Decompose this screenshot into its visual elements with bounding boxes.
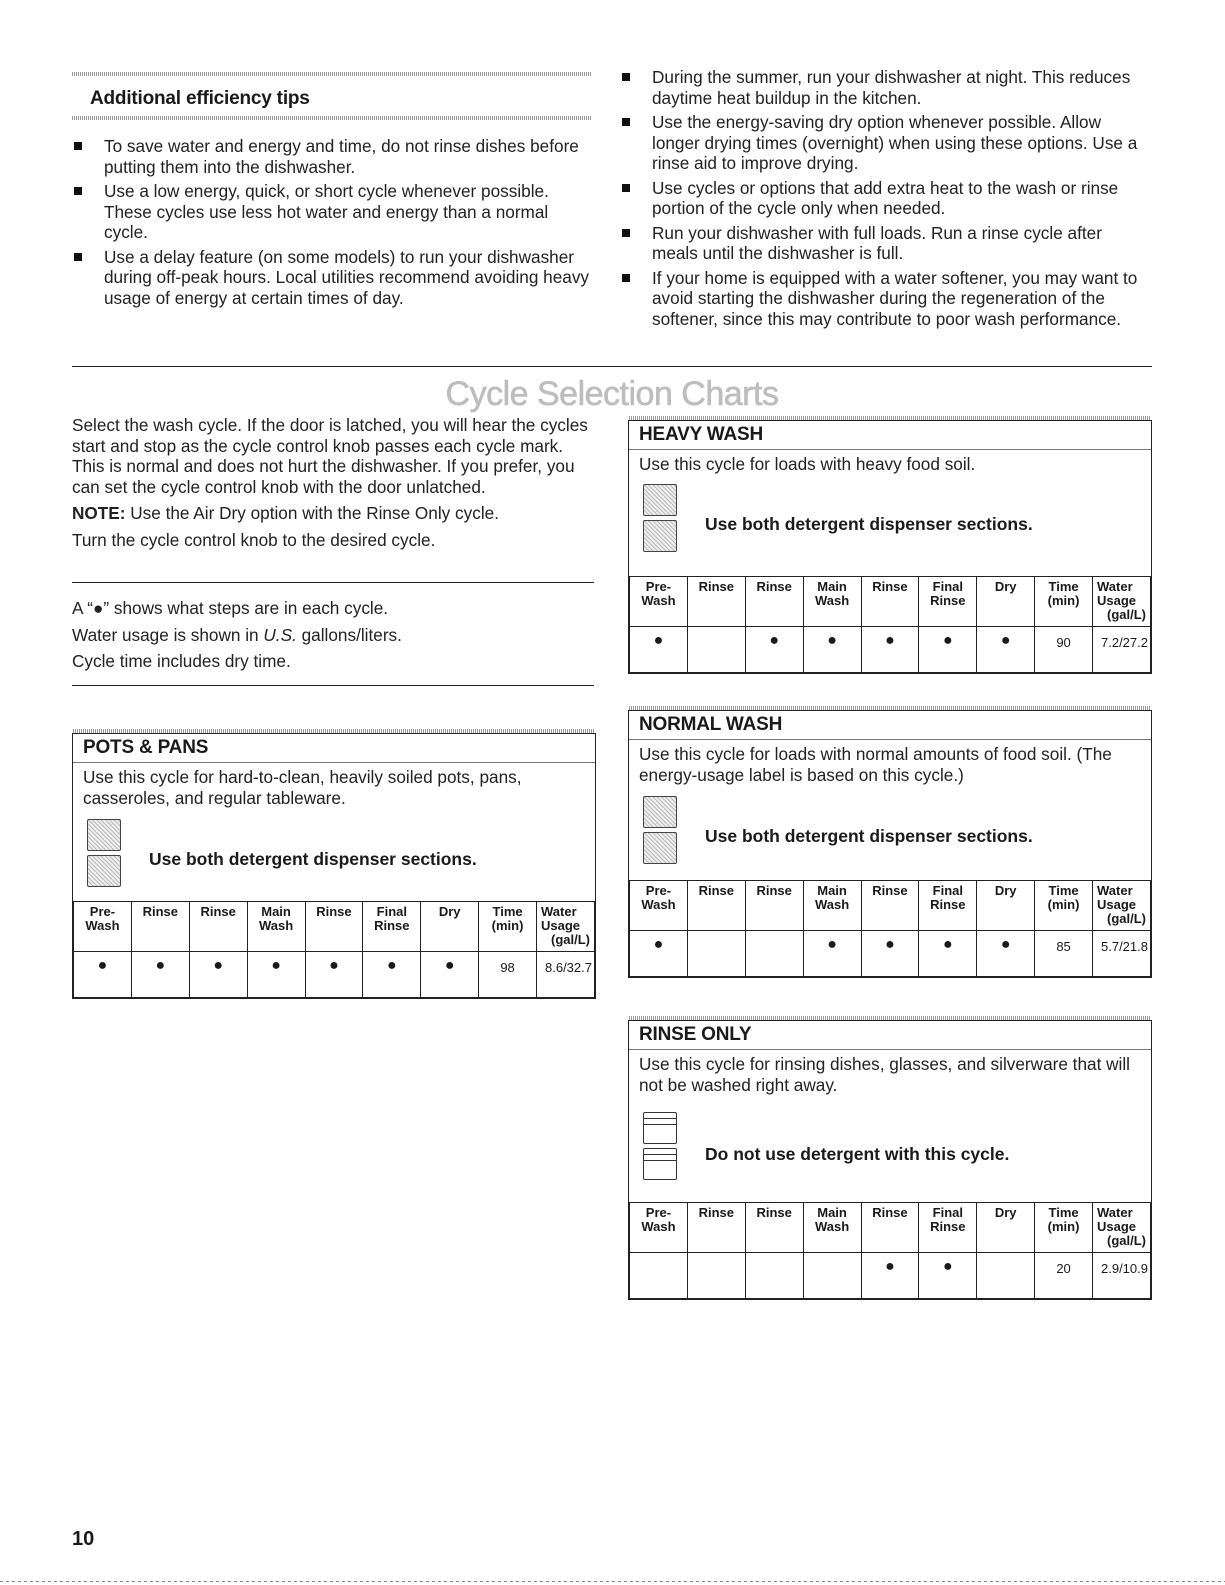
col-main-wash: Main Wash	[803, 577, 861, 627]
detergent-instruction: Do not use detergent with this cycle.	[705, 1144, 1010, 1164]
col-water: Water Usage (gal/L)	[1093, 1203, 1151, 1253]
col-rinse-2: Rinse	[745, 881, 803, 931]
detergent-both-icon	[87, 819, 123, 891]
intro-note	[72, 503, 592, 524]
cycle-header	[629, 421, 1151, 450]
table-row: ● ● ● ● ● ● ● 98 8.6/32.7	[74, 952, 595, 998]
table-row: ● ● ● ● ● ● 90 7.2/27.2	[630, 627, 1151, 673]
water-usage: 8.6/32.7	[537, 952, 595, 998]
cycle-description: Use this cycle for rinsing dishes, glasses, and silverware that will not be washed right away.	[639, 1054, 1130, 1095]
bullet-square-icon	[622, 73, 630, 81]
cycle-pots-pans	[72, 733, 596, 999]
tips-left-column	[72, 72, 592, 312]
cycle-name: RINSE ONLY	[639, 1024, 752, 1045]
page-bottom-rule	[0, 1581, 1225, 1582]
bullet-square-icon	[622, 274, 630, 282]
detergent-both-icon	[643, 796, 679, 868]
tips-right-list	[620, 67, 1150, 329]
legend-dot-note: A “●” shows what steps are in each cycle.	[72, 598, 389, 618]
col-prewash: Pre- Wash	[630, 1203, 688, 1253]
cycle-description: Use this cycle for loads with heavy food soil.	[639, 454, 976, 474]
cycle-steps-table	[629, 576, 1151, 673]
col-rinse-3: Rinse	[861, 881, 919, 931]
section-divider	[72, 366, 1152, 367]
legend-text	[72, 598, 592, 678]
bullet-square-icon	[74, 142, 82, 150]
intro-instruction: Turn the cycle control knob to the desired cycle.	[72, 529, 436, 550]
tips-title: Additional efficiency tips	[90, 88, 310, 109]
cycle-name: POTS & PANS	[83, 737, 209, 758]
table-row: ● ● ● ● ● 85 5.7/21.8	[630, 931, 1151, 977]
header-hatch	[629, 706, 1151, 710]
col-rinse-2: Rinse	[189, 902, 247, 952]
col-rinse-1: Rinse	[687, 577, 745, 627]
cycle-steps-table	[629, 1202, 1151, 1299]
detergent-instruction: Use both detergent dispenser sections.	[705, 514, 1033, 534]
bullet-square-icon	[622, 184, 630, 192]
water-usage: 5.7/21.8	[1093, 931, 1151, 977]
col-rinse-1: Rinse	[687, 881, 745, 931]
note-text: Use the Air Dry option with the Rinse Only cycle.	[125, 503, 499, 523]
header-hatch	[629, 416, 1151, 420]
cycle-header	[629, 1021, 1151, 1050]
col-dry: Dry	[977, 577, 1035, 627]
page-number: 10	[72, 1528, 95, 1550]
tips-title-rule-bottom	[72, 116, 592, 120]
tips-left-list	[72, 136, 592, 308]
col-dry: Dry	[977, 1203, 1035, 1253]
table-header-row	[74, 902, 595, 952]
tips-right-column	[620, 67, 1150, 333]
intro-divider-top	[72, 582, 594, 583]
list-item: During the summer, run your dishwasher at night. This reduces daytime heat buildup in the kitchen.	[620, 67, 1150, 108]
col-water: Water Usage (gal/L)	[1093, 881, 1151, 931]
list-item: If your home is equipped with a water softener, you may want to avoid starting the dishwasher during the regeneration of the softener, since this may contribute to poor wash performance.	[620, 268, 1150, 330]
cycle-steps-table	[73, 901, 595, 998]
cycle-time: 85	[1035, 931, 1093, 977]
col-prewash: Pre- Wash	[74, 902, 132, 952]
cycle-steps-table	[629, 880, 1151, 977]
list-item: Use cycles or options that add extra heat to the wash or rinse portion of the cycle only when needed.	[620, 178, 1150, 219]
col-time: Time (min)	[1035, 577, 1093, 627]
col-prewash: Pre- Wash	[630, 577, 688, 627]
col-water: Water Usage (gal/L)	[537, 902, 595, 952]
col-main-wash: Main Wash	[803, 1203, 861, 1253]
detergent-row	[73, 813, 595, 901]
legend-time-note: Cycle time includes dry time.	[72, 651, 291, 671]
section-title-wrap	[72, 375, 1152, 414]
col-time: Time (min)	[1035, 881, 1093, 931]
cycle-time: 90	[1035, 627, 1093, 673]
list-item: Run your dishwasher with full loads. Run a rinse cycle after meals until the dishwasher is full.	[620, 223, 1150, 264]
legend-water-note: Water usage is shown in U.S. gallons/liters.	[72, 624, 402, 645]
cycle-heavy-wash	[628, 420, 1152, 674]
col-final-rinse: Final Rinse	[919, 577, 977, 627]
col-time: Time (min)	[1035, 1203, 1093, 1253]
detergent-instruction: Use both detergent dispenser sections.	[149, 849, 477, 869]
col-rinse-1: Rinse	[131, 902, 189, 952]
col-main-wash: Main Wash	[247, 902, 305, 952]
note-label: NOTE:	[72, 503, 126, 523]
table-row: ● ● 20 2.9/10.9	[630, 1253, 1151, 1299]
header-hatch	[629, 1016, 1151, 1020]
cycle-time: 98	[479, 952, 537, 998]
col-time: Time (min)	[479, 902, 537, 952]
cycle-description: Use this cycle for loads with normal amounts of food soil. (The energy-usage label is based on this cycle.)	[639, 744, 1112, 785]
cycle-normal-wash	[628, 710, 1152, 978]
bullet-square-icon	[622, 229, 630, 237]
col-final-rinse: Final Rinse	[919, 881, 977, 931]
bullet-square-icon	[74, 187, 82, 195]
detergent-row	[629, 1100, 1151, 1202]
cycle-header	[629, 711, 1151, 740]
intro-divider-bottom	[72, 685, 594, 686]
list-item: Use the energy-saving dry option whenever possible. Allow longer drying times (overnight) when using these options. Use a rinse aid to improve drying.	[620, 112, 1150, 174]
detergent-instruction: Use both detergent dispenser sections.	[705, 826, 1033, 846]
water-usage: 7.2/27.2	[1093, 627, 1151, 673]
header-hatch	[73, 729, 595, 733]
table-header-row	[630, 577, 1151, 627]
cycle-header	[73, 734, 595, 763]
col-final-rinse: Final Rinse	[363, 902, 421, 952]
col-prewash: Pre- Wash	[630, 881, 688, 931]
bullet-square-icon	[74, 253, 82, 261]
col-final-rinse: Final Rinse	[919, 1203, 977, 1253]
col-dry: Dry	[421, 902, 479, 952]
detergent-row	[629, 478, 1151, 576]
table-header-row	[630, 1203, 1151, 1253]
col-rinse-3: Rinse	[861, 1203, 919, 1253]
intro-text	[72, 415, 592, 556]
col-rinse-1: Rinse	[687, 1203, 745, 1253]
col-main-wash: Main Wash	[803, 881, 861, 931]
detergent-both-icon	[643, 484, 679, 556]
col-rinse-2: Rinse	[745, 577, 803, 627]
detergent-none-icon	[643, 1112, 679, 1184]
cycle-name: HEAVY WASH	[639, 424, 763, 445]
intro-paragraph: Select the wash cycle. If the door is latched, you will hear the cycles start and stop as the cycle control knob passes each cycle mark. This is normal and does not hurt the dishwasher. If you prefer, you can set the cycle control knob with the door unlatched.	[72, 415, 588, 497]
cycle-name: NORMAL WASH	[639, 714, 783, 735]
list-item: Use a low energy, quick, or short cycle whenever possible. These cycles use less hot water and energy than a normal cycle.	[72, 181, 592, 243]
col-rinse-2: Rinse	[745, 1203, 803, 1253]
cycle-description: Use this cycle for hard-to-clean, heavily soiled pots, pans, casseroles, and regular tableware.	[83, 767, 522, 808]
col-water: Water Usage (gal/L)	[1093, 577, 1151, 627]
water-usage: 2.9/10.9	[1093, 1253, 1151, 1299]
col-rinse-3: Rinse	[861, 577, 919, 627]
list-item: Use a delay feature (on some models) to run your dishwasher during off-peak hours. Local utilities recommend avoiding heavy usage of energy at certain times of day.	[72, 247, 592, 309]
col-rinse-3: Rinse	[305, 902, 363, 952]
detergent-row	[629, 790, 1151, 880]
cycle-rinse-only	[628, 1020, 1152, 1300]
bullet-square-icon	[622, 118, 630, 126]
col-dry: Dry	[977, 881, 1035, 931]
section-title: Cycle Selection Charts	[445, 375, 779, 413]
list-item: To save water and energy and time, do not rinse dishes before putting them into the dishwasher.	[72, 136, 592, 177]
cycle-time: 20	[1035, 1253, 1093, 1299]
table-header-row	[630, 881, 1151, 931]
